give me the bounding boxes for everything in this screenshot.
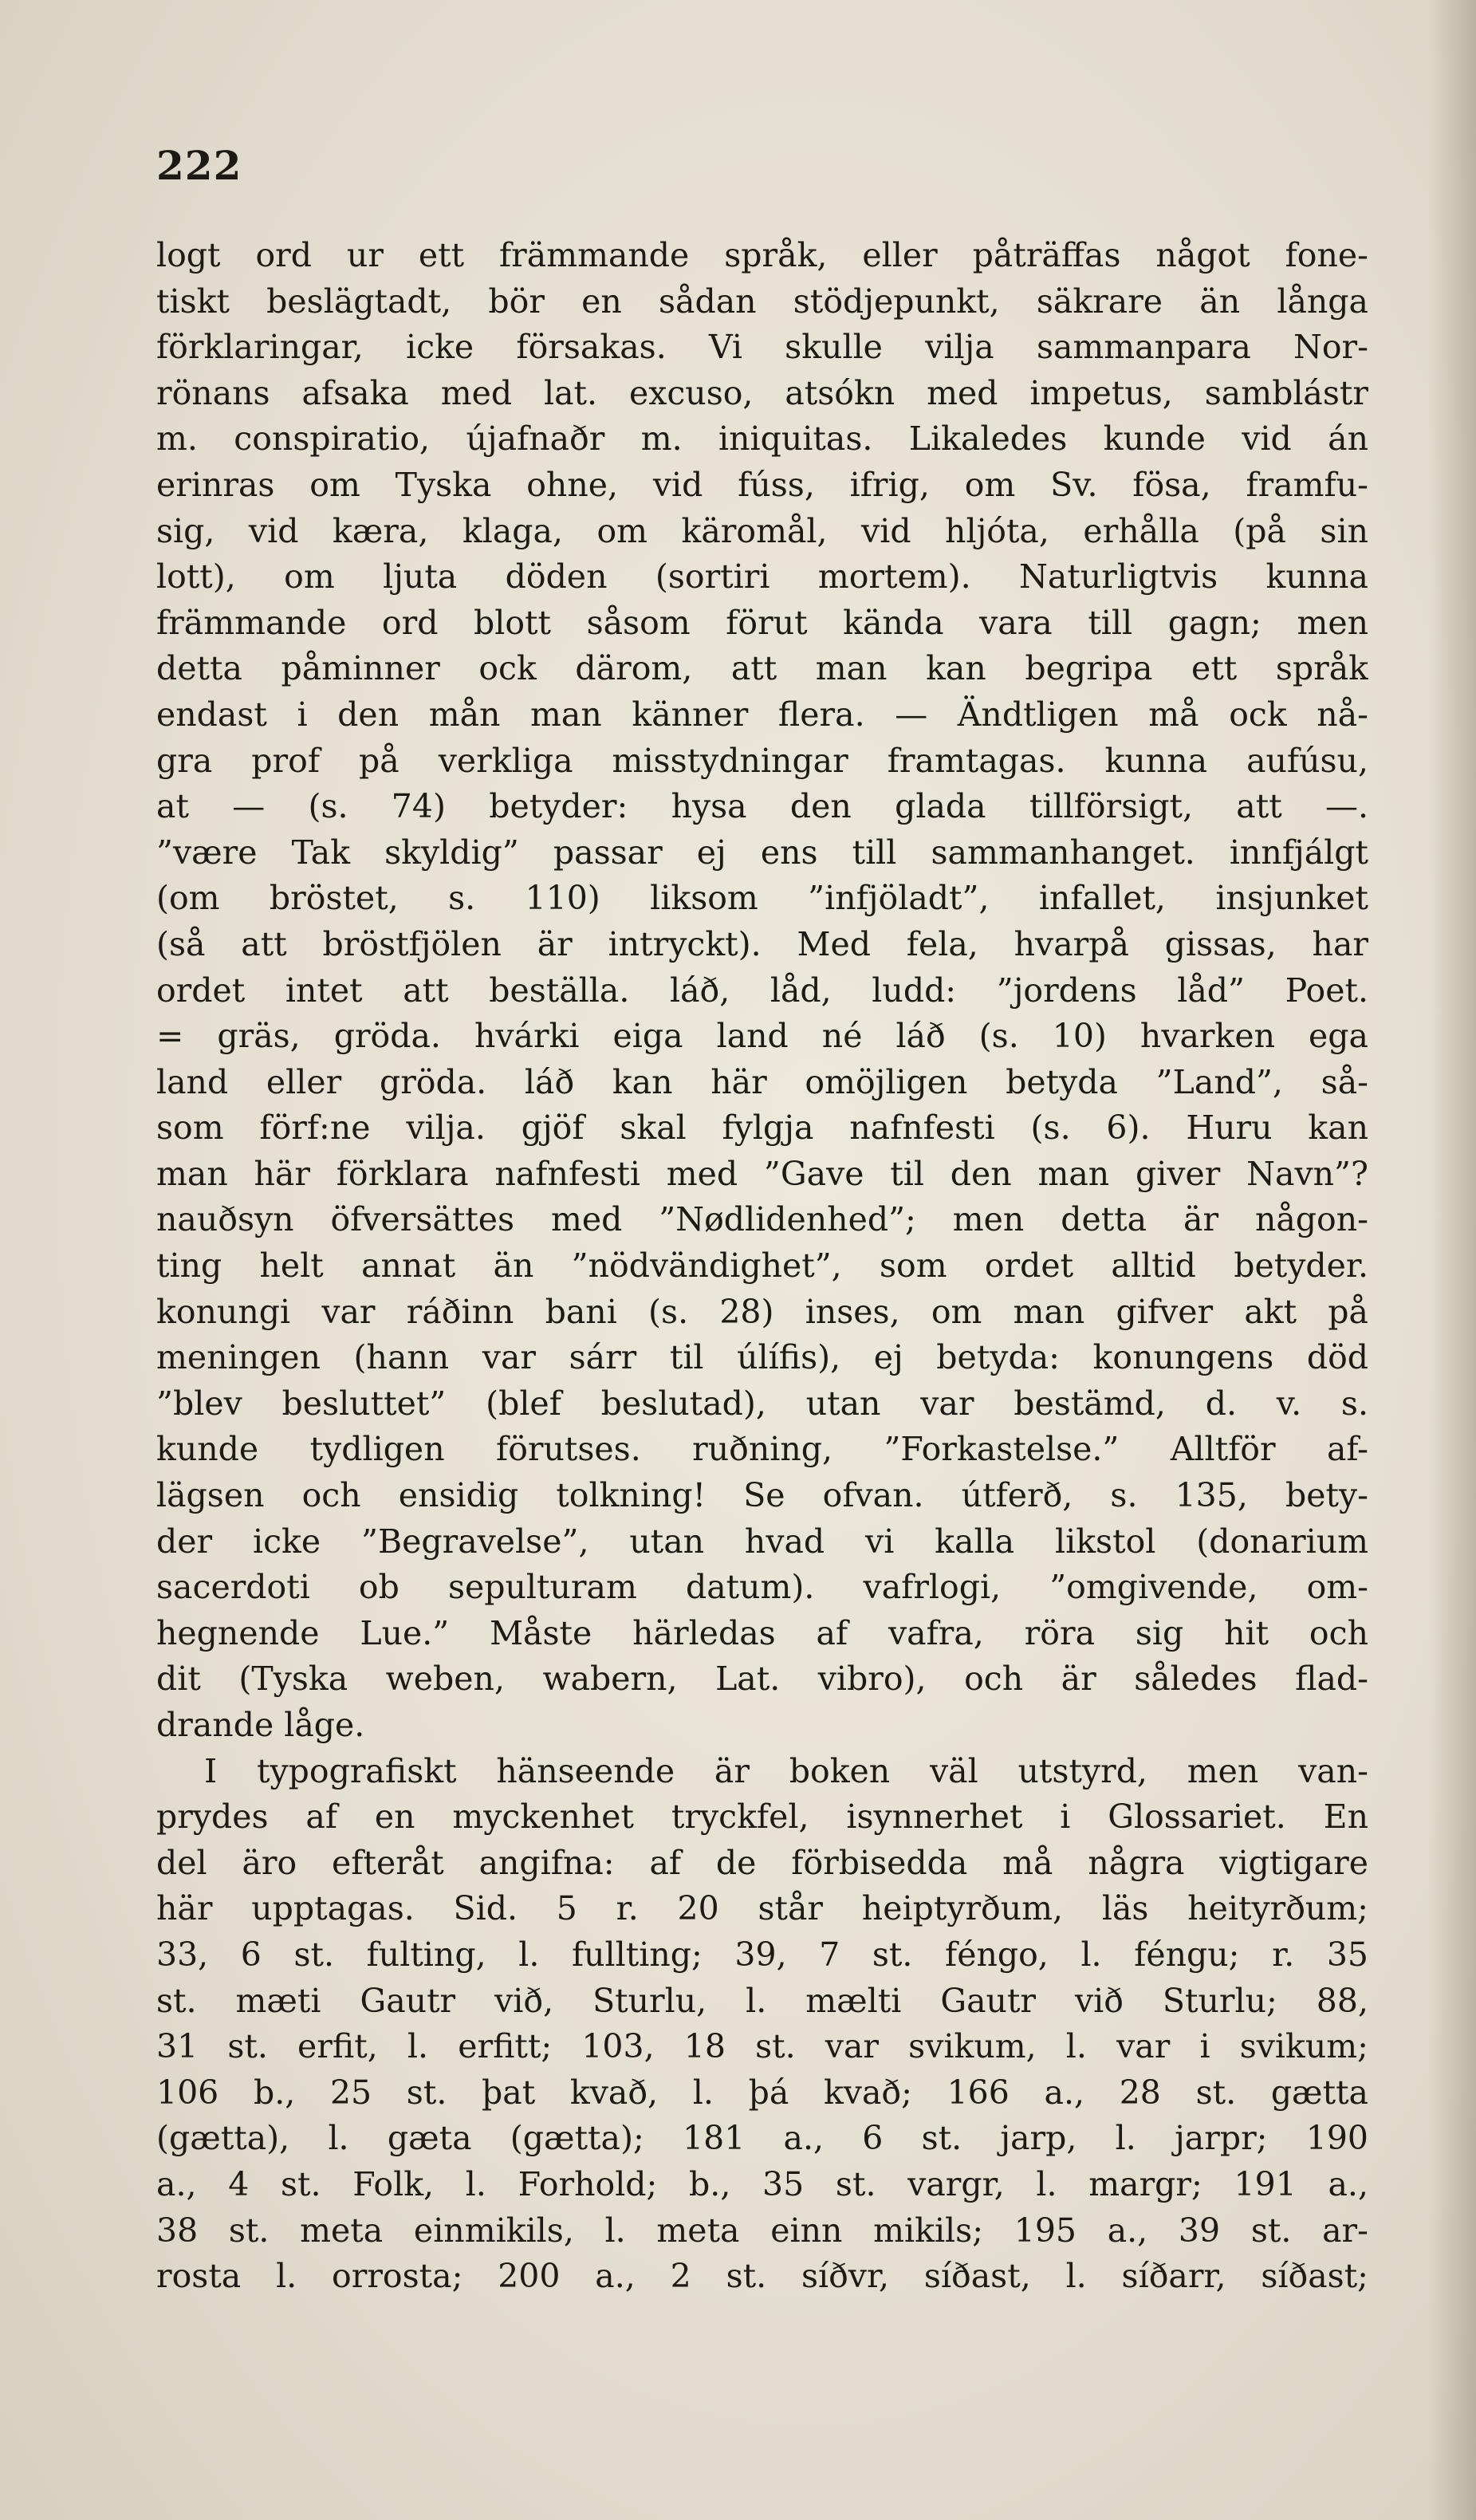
text-line: här upptagas. Sid. 5 r. 20 står heiptyrðum, läs heityrðum; xyxy=(156,1889,1368,1928)
text-line: der icke ”Begravelse”, utan hvad vi kalla likstol (donarium xyxy=(156,1522,1368,1561)
text-line: drande låge. xyxy=(156,1706,365,1744)
text-line: gra prof på verkliga misstydningar framtagas. kunna aufúsu, xyxy=(156,741,1368,780)
text-line: kunde tydligen förutses. ruðning, ”Forkastelse.” Alltför af- xyxy=(156,1430,1368,1469)
text-line: 106 b., 25 st. þat kvað, l. þá kvað; 166 a., 28 st. gætta xyxy=(156,2073,1368,2112)
page-number: 222 xyxy=(156,142,242,189)
text-line: hegnende Lue.” Måste härledas af vafra, röra sig hit och xyxy=(156,1613,1368,1652)
text-line: ordet intet att beställa. láð, låd, ludd: ”jordens låd” Poet. xyxy=(156,971,1368,1010)
text-line: lägsen och ensidig tolkning! Se ofvan. útferð, s. 135, bety- xyxy=(156,1476,1368,1515)
text-line: st. mæti Gautr við, Sturlu, l. mælti Gautr við Sturlu; 88, xyxy=(156,1981,1368,2020)
text-line: 31 st. erfit, l. erfitt; 103, 18 st. var svikum, l. var i svikum; xyxy=(156,2027,1368,2066)
text-line: lott), om ljuta döden (sortiri mortem). Naturligtvis kunna xyxy=(156,557,1368,597)
text-line: tiskt beslägtadt, bör en sådan stödjepunkt, säkrare än långa xyxy=(156,282,1368,321)
text-line: rosta l. orrosta; 200 a., 2 st. síðvr, síðast, l. síðarr, síðast; xyxy=(156,2257,1368,2296)
text-line: a., 4 st. Folk, l. Forhold; b., 35 st. vargr, l. margr; 191 a., xyxy=(156,2164,1368,2203)
text-line: främmande ord blott såsom förut kända vara till gagn; men xyxy=(156,603,1368,642)
text-line: del äro efteråt angifna: af de förbisedda må några vigtigare xyxy=(156,1843,1368,1882)
body-text xyxy=(156,233,1368,2300)
text-line: meningen (hann var sárr til úlífis), ej betyda: konungens död xyxy=(156,1338,1368,1377)
text-line: m. conspiratio, újafnaðr m. iniquitas. Likaledes kunde vid án xyxy=(156,419,1368,459)
text-line: logt ord ur ett främmande språk, eller påträffas något fone- xyxy=(156,236,1368,274)
text-line: ting helt annat än ”nödvändighet”, som ordet alltid betyder. xyxy=(156,1246,1368,1286)
text-line: konungi var ráðinn bani (s. 28) inses, om man gifver akt på xyxy=(156,1292,1368,1331)
text-line: dit (Tyska weben, wabern, Lat. vibro), och är således flad- xyxy=(156,1660,1368,1699)
text-line: land eller gröda. láð kan här omöjligen betyda ”Land”, så- xyxy=(156,1062,1368,1101)
text-line: 38 st. meta einmikils, l. meta einn mikils; 195 a., 39 st. ar- xyxy=(156,2211,1368,2250)
text-line: sacerdoti ob sepulturam datum). vafrlogi, ”omgivende, om- xyxy=(156,1568,1368,1607)
text-line: erinras om Tyska ohne, vid fúss, ifrig, om Sv. fösa, framfu- xyxy=(156,465,1368,504)
text-line: 33, 6 st. fulting, l. fullting; 39, 7 st. féngo, l. féngu; r. 35 xyxy=(156,1935,1368,1974)
text-line: I typografiskt hänseende är boken väl utstyrd, men van- xyxy=(204,1751,1368,1790)
text-line: = gräs, gröda. hvárki eiga land né láð (s. 10) hvarken ega xyxy=(156,1017,1368,1056)
text-line: sig, vid kæra, klaga, om käromål, vid hljóta, erhålla (på sin xyxy=(156,511,1368,550)
text-line: at — (s. 74) betyder: hysa den glada tillförsigt, att —. xyxy=(156,787,1368,826)
text-line: (så att bröstfjölen är intryckt). Med fela, hvarpå gissas, har xyxy=(156,924,1368,963)
text-line: endast i den mån man känner flera. — Ändtligen må ock nå- xyxy=(156,695,1368,734)
text-line: (om bröstet, s. 110) liksom ”infjöladt”, infallet, insjunket xyxy=(156,879,1368,918)
text-line: prydes af en myckenhet tryckfel, isynnerhet i Glossariet. En xyxy=(156,1797,1368,1837)
text-line: nauðsyn öfversättes med ”Nødlidenhed”; men detta är någon- xyxy=(156,1200,1368,1239)
text-line: rönans afsaka med lat. excuso, atsókn med impetus, samblástr xyxy=(156,373,1368,412)
text-line: ”være Tak skyldig” passar ej ens till sammanhanget. innfjálgt xyxy=(156,833,1368,872)
text-line: man här förklara nafnfesti med ”Gave til den man giver Navn”? xyxy=(156,1154,1368,1193)
text-line: detta påminner ock därom, att man kan begripa ett språk xyxy=(156,649,1368,688)
text-line: förklaringar, icke försakas. Vi skulle vilja sammanpara Nor- xyxy=(156,328,1368,367)
text-line: ”blev besluttet” (blef beslutad), utan var bestämd, d. v. s. xyxy=(156,1384,1368,1423)
page-edge-shadow xyxy=(1428,0,1476,2520)
text-line: (gætta), l. gæta (gætta); 181 a., 6 st. jarp, l. jarpr; 190 xyxy=(156,2119,1368,2158)
text-line: som förf:ne vilja. gjöf skal fylgja nafnfesti (s. 6). Huru kan xyxy=(156,1108,1368,1148)
